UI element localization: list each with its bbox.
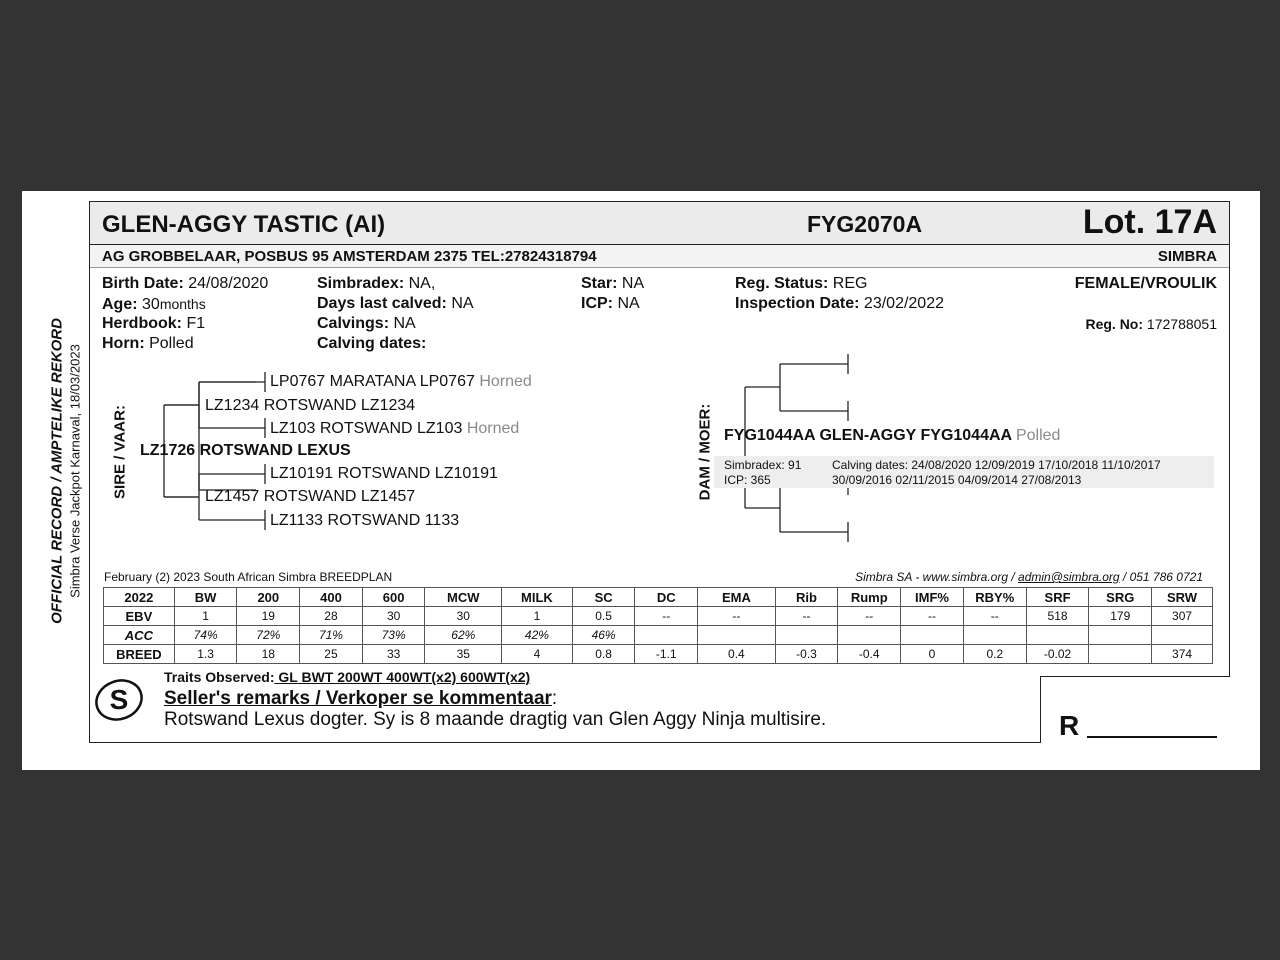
ebv-cell: 1 bbox=[502, 607, 573, 626]
ebv-cell: -- bbox=[635, 607, 698, 626]
sire-sire-dam bbox=[270, 420, 519, 438]
remarks-text: Rotswand Lexus dogter. Sy is 8 maande dragtig van Glen Aggy Ninja multisire. bbox=[164, 709, 827, 730]
ebv-cell: 0.8 bbox=[572, 645, 635, 664]
reg-status-label: Reg. Status: bbox=[735, 275, 829, 292]
ebv-row-label: BREED bbox=[104, 645, 175, 664]
ebv-cell bbox=[963, 626, 1026, 645]
sss-name: LP0767 MARATANA LP0767 bbox=[270, 373, 475, 390]
ebv-cell: -- bbox=[838, 607, 901, 626]
contact-email-link[interactable]: admin@simbra.org bbox=[1018, 570, 1120, 584]
ebv-header-cell: RBY% bbox=[963, 588, 1026, 607]
sss-horn: Horned bbox=[479, 373, 532, 390]
ebv-cell bbox=[1026, 626, 1089, 645]
ebv-cell: -0.3 bbox=[775, 645, 838, 664]
age-value: 30 bbox=[142, 296, 160, 313]
ebv-header-cell: 200 bbox=[237, 588, 300, 607]
ebv-cell bbox=[698, 626, 776, 645]
ebv-row bbox=[104, 607, 1213, 626]
ebv-row-label: EBV bbox=[104, 607, 175, 626]
ebv-cell: 1 bbox=[174, 607, 237, 626]
sire-dam: LZ1457 ROTSWAND LZ1457 bbox=[205, 488, 416, 505]
remarks-title: Seller's remarks / Verkoper se kommentaar bbox=[164, 688, 552, 709]
herdbook-label: Herdbook: bbox=[102, 315, 182, 332]
calvings-label: Calvings: bbox=[317, 315, 390, 332]
simbradex-value: NA, bbox=[408, 275, 436, 292]
icp-value: NA bbox=[617, 295, 640, 312]
dam-name-line bbox=[724, 427, 1060, 445]
ebv-header-cell: SC bbox=[572, 588, 635, 607]
ebv-cell: 73% bbox=[362, 626, 425, 645]
dam-calving-dates-1: Calving dates: 24/08/2020 12/09/2019 17/10/2018 11/10/2017 bbox=[832, 458, 1161, 472]
ebv-cell: -0.02 bbox=[1026, 645, 1089, 664]
lot-number: Lot. 17A bbox=[1082, 203, 1217, 241]
dam-simbradex: Simbradex: 91 bbox=[724, 458, 802, 472]
birth-date-label: Birth Date: bbox=[102, 275, 184, 292]
ebv-cell: 35 bbox=[425, 645, 502, 664]
ebv-cell: 1.3 bbox=[174, 645, 237, 664]
reg-no-value: 172788051 bbox=[1146, 316, 1217, 332]
ebv-header-cell: Rib bbox=[775, 588, 838, 607]
ebv-cell: 33 bbox=[362, 645, 425, 664]
ebv-header-cell: 400 bbox=[300, 588, 363, 607]
sire-dam-dam: LZ1133 ROTSWAND 1133 bbox=[270, 512, 460, 529]
ebv-header-cell: IMF% bbox=[901, 588, 964, 607]
dam-icp: ICP: 365 bbox=[724, 473, 771, 487]
simbradex-label: Simbradex: bbox=[317, 275, 405, 292]
ebv-row-label: ACC bbox=[104, 626, 175, 645]
ebv-header-cell: 600 bbox=[362, 588, 425, 607]
ebv-cell: -- bbox=[963, 607, 1026, 626]
dam-label: DAM / MOER: bbox=[696, 403, 714, 501]
breedplan-contact bbox=[855, 570, 1203, 584]
ebv-header-cell: MCW bbox=[425, 588, 502, 607]
ebv-cell: 28 bbox=[300, 607, 363, 626]
side-caption bbox=[36, 291, 96, 651]
traits-observed bbox=[164, 669, 530, 685]
reg-status-value: REG bbox=[832, 275, 868, 292]
ebv-cell: 46% bbox=[572, 626, 635, 645]
ebv-cell: 0.2 bbox=[963, 645, 1026, 664]
ebv-cell bbox=[775, 626, 838, 645]
sex-label: FEMALE/VROULIK bbox=[1074, 275, 1217, 292]
icp-label: ICP: bbox=[581, 295, 613, 312]
ebv-cell: 42% bbox=[502, 626, 573, 645]
sire-name: LZ1726 ROTSWAND LEXUS bbox=[140, 442, 351, 459]
ebv-cell: 4 bbox=[502, 645, 573, 664]
horn-value: Polled bbox=[149, 335, 194, 352]
dam-info-panel bbox=[714, 456, 1214, 488]
ebv-cell: 19 bbox=[237, 607, 300, 626]
days-last-calved-label: Days last calved: bbox=[317, 295, 447, 312]
ebv-cell: 74% bbox=[174, 626, 237, 645]
horn-label: Horn: bbox=[102, 335, 145, 352]
sale-name-date: Simbra Verse Jackpot Karnaval, 18/03/2023 bbox=[67, 344, 83, 598]
ebv-header-cell: SRW bbox=[1152, 588, 1213, 607]
dam-calving-dates-2: 30/09/2016 02/11/2015 04/09/2014 27/08/2013 bbox=[832, 473, 1082, 487]
age-label: Age: bbox=[102, 296, 138, 313]
ebv-cell: -0.4 bbox=[838, 645, 901, 664]
sire-sire: LZ1234 ROTSWAND LZ1234 bbox=[205, 397, 416, 414]
ssd-name: LZ103 ROTSWAND LZ103 bbox=[270, 420, 463, 437]
remarks-colon: : bbox=[551, 688, 558, 709]
ebv-row bbox=[104, 626, 1213, 645]
ebv-cell bbox=[1152, 626, 1213, 645]
breed-label: SIMBRA bbox=[1157, 248, 1217, 265]
ebv-header-cell: EMA bbox=[698, 588, 776, 607]
price-currency: R bbox=[1059, 710, 1080, 741]
ebv-header-cell: SRG bbox=[1089, 588, 1152, 607]
ebv-cell: 0.5 bbox=[572, 607, 635, 626]
traits-label: Traits Observed: bbox=[164, 669, 275, 685]
ebv-cell: 0.4 bbox=[698, 645, 776, 664]
ebv-cell: -1.1 bbox=[635, 645, 698, 664]
ebv-cell: 307 bbox=[1152, 607, 1213, 626]
ebv-cell: 71% bbox=[300, 626, 363, 645]
animal-frame bbox=[89, 201, 1230, 743]
ebv-table bbox=[103, 587, 1213, 664]
dam-horn: Polled bbox=[1015, 427, 1061, 444]
herdbook-value: F1 bbox=[186, 315, 206, 332]
ebv-cell: 25 bbox=[300, 645, 363, 664]
ebv-cell: -- bbox=[901, 607, 964, 626]
birth-date-value: 24/08/2020 bbox=[188, 275, 269, 292]
ebv-header-row bbox=[104, 588, 1213, 607]
ebv-cell: 30 bbox=[362, 607, 425, 626]
ebv-cell: 179 bbox=[1089, 607, 1152, 626]
ebv-cell: -- bbox=[698, 607, 776, 626]
ebv-cell bbox=[901, 626, 964, 645]
ssd-horn: Horned bbox=[466, 420, 520, 437]
ebv-header-cell: BW bbox=[174, 588, 237, 607]
remarks-heading bbox=[164, 688, 557, 710]
animal-name: GLEN-AGGY TASTIC (AI) bbox=[102, 211, 386, 238]
ebv-header-cell: SRF bbox=[1026, 588, 1089, 607]
ebv-cell: 30 bbox=[425, 607, 502, 626]
star-label: Star: bbox=[581, 275, 618, 292]
inspection-date-value: 23/02/2022 bbox=[863, 295, 944, 312]
ebv-cell: 518 bbox=[1026, 607, 1089, 626]
ebv-cell bbox=[838, 626, 901, 645]
ebv-cell: 0 bbox=[901, 645, 964, 664]
days-last-calved-value: NA bbox=[451, 295, 474, 312]
dam-name: FYG1044AA GLEN-AGGY FYG1044AA bbox=[724, 427, 1012, 444]
ebv-cell: 374 bbox=[1152, 645, 1213, 664]
age-unit: months bbox=[159, 296, 206, 312]
ebv-cell: 62% bbox=[425, 626, 502, 645]
price-entry-line[interactable] bbox=[1087, 736, 1217, 738]
ebv-row bbox=[104, 645, 1213, 664]
pedigree-lines bbox=[90, 202, 1229, 582]
sire-label: SIRE / VAAR: bbox=[111, 405, 129, 499]
ebv-cell: 72% bbox=[237, 626, 300, 645]
ebv-header-cell: Rump bbox=[838, 588, 901, 607]
record-card bbox=[22, 191, 1260, 770]
sire-dam-sire: LZ10191 ROTSWAND LZ10191 bbox=[270, 465, 498, 482]
sire-sire-sire bbox=[270, 373, 532, 391]
star-value: NA bbox=[621, 275, 645, 292]
reg-no-label: Reg. No: bbox=[1085, 316, 1144, 332]
calvings-value: NA bbox=[393, 315, 416, 332]
official-record-label: OFFICIAL RECORD / AMPTELIKE REKORD bbox=[48, 318, 66, 624]
ebv-cell: -- bbox=[775, 607, 838, 626]
contact-prefix: Simbra SA - www.simbra.org / bbox=[855, 570, 1019, 584]
ebv-cell bbox=[1089, 645, 1152, 664]
animal-code: FYG2070A bbox=[807, 211, 923, 237]
svg-text:S: S bbox=[109, 684, 129, 715]
price-box bbox=[1040, 676, 1230, 743]
ebv-cell bbox=[635, 626, 698, 645]
breedplan-note: February (2) 2023 South African Simbra BREEDPLAN bbox=[104, 570, 393, 584]
ebv-cell: 18 bbox=[237, 645, 300, 664]
ebv-header-cell: DC bbox=[635, 588, 698, 607]
contact-phone: / 051 786 0721 bbox=[1119, 570, 1203, 584]
traits-value: GL BWT 200WT 400WT(x2) 600WT(x2) bbox=[274, 669, 531, 685]
calving-dates-label: Calving dates: bbox=[317, 335, 427, 352]
inspection-date-label: Inspection Date: bbox=[735, 295, 860, 312]
ebv-cell bbox=[1089, 626, 1152, 645]
simbra-s-logo bbox=[93, 674, 145, 726]
owner-address: AG GROBBELAAR, POSBUS 95 AMSTERDAM 2375 TEL:27824318794 bbox=[102, 248, 597, 265]
ebv-header-cell: MILK bbox=[502, 588, 573, 607]
ebv-header-cell: 2022 bbox=[104, 588, 175, 607]
